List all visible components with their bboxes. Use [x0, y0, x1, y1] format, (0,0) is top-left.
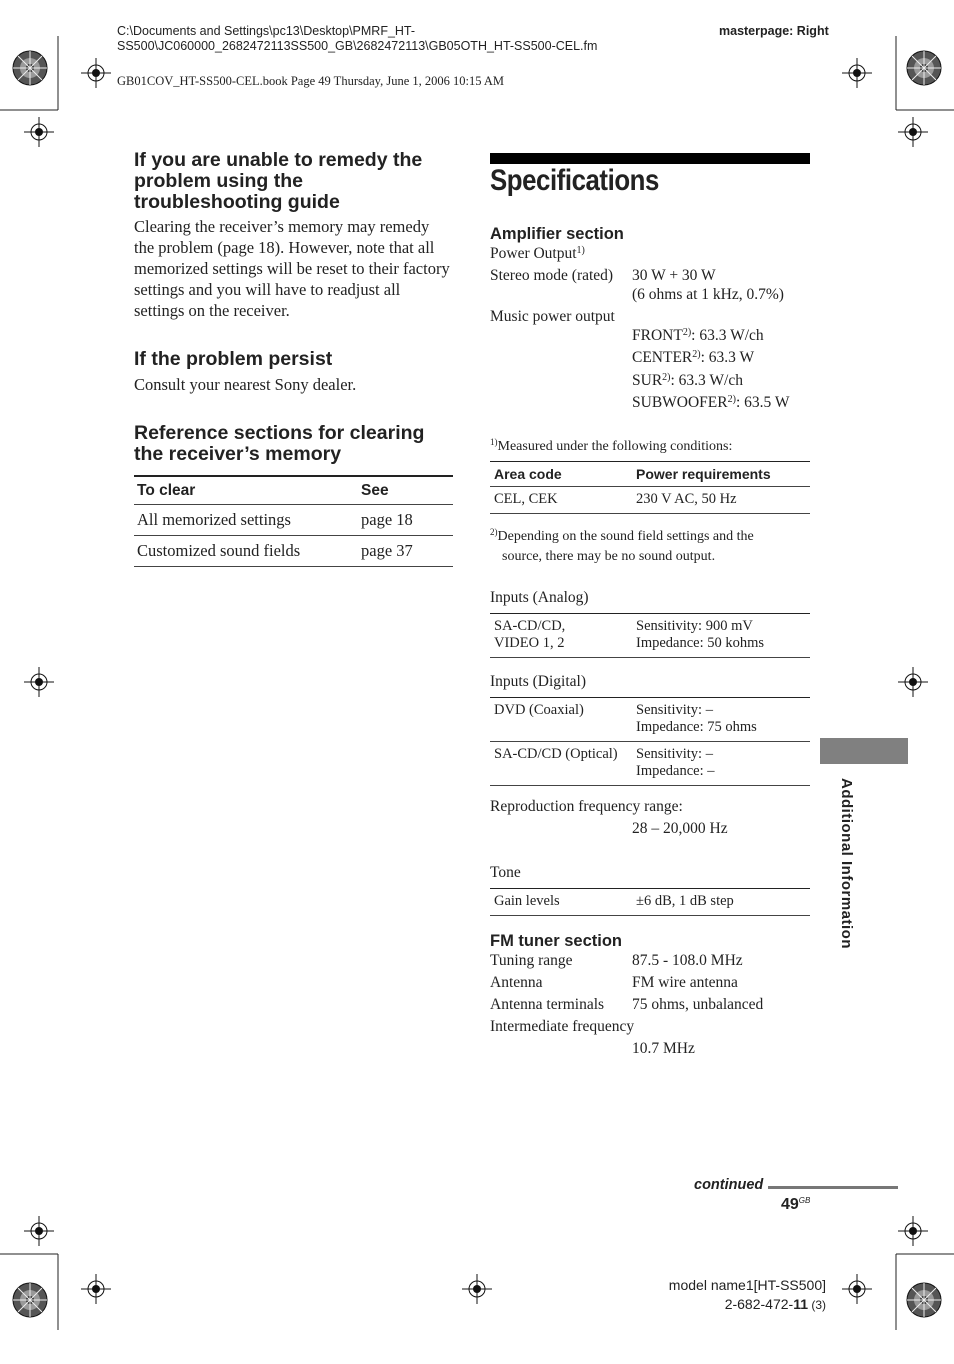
repro-value: 28 – 20,000 Hz — [632, 820, 728, 837]
registration-mark-icon — [842, 1274, 872, 1304]
masterpage-label: masterpage: Right — [719, 24, 829, 38]
cell-line: Sensitivity: 900 mV — [636, 618, 753, 634]
fm-row-value: FM wire antenna — [632, 974, 738, 991]
file-path-line1: C:\Documents and Settings\pc13\Desktop\PMRF_HT- — [117, 24, 416, 38]
registration-mark-icon — [898, 117, 928, 147]
fm-row-label: Antenna — [490, 974, 543, 991]
amplifier-heading: Amplifier section — [490, 225, 624, 243]
table-cell: Gain levels — [490, 889, 632, 916]
color-target-icon — [904, 1280, 944, 1320]
table-cell: page 18 — [358, 505, 453, 536]
if-label: Intermediate frequency — [490, 1018, 635, 1035]
channel-value: : 63.5 W — [735, 394, 790, 411]
channel-value: : 63.3 W/ch — [691, 327, 764, 344]
troubleshoot-text: Clearing the receiver’s memory may remedy the problem (page 18). However, note that all memorized settings will be reset to their factory settings and you will have to readjust all settings on the receiver. — [134, 217, 450, 320]
channel-value: : 63.3 W/ch — [670, 372, 743, 389]
music-power-label: Music power output — [490, 308, 615, 325]
part-code-bold: 11 — [793, 1296, 808, 1312]
footnote-ref: 2) — [682, 327, 692, 338]
registration-mark-icon — [24, 667, 54, 697]
footnote-mark: 2) — [490, 527, 498, 537]
footnote-ref: 2) — [662, 372, 671, 383]
table-cell: Customized sound fields — [134, 536, 358, 567]
stereo-value-detail: (6 ohms at 1 kHz, 0.7%) — [632, 286, 784, 303]
registration-mark-icon — [24, 117, 54, 147]
persist-text: Consult your nearest Sony dealer. — [134, 375, 357, 394]
stereo-value: 30 W + 30 W — [632, 267, 716, 284]
if-value: 10.7 MHz — [632, 1040, 695, 1057]
channel-name: SUBWOOFER — [632, 394, 728, 411]
fm-heading: FM tuner section — [490, 932, 623, 950]
model-name: model name1[HT-SS500] — [668, 1277, 826, 1293]
cell-line: Sensitivity: – — [636, 702, 713, 718]
registration-mark-icon — [81, 1274, 111, 1304]
stereo-label: Stereo mode (rated) — [490, 267, 614, 284]
channel-name: CENTER — [632, 349, 693, 366]
page-suffix: GB — [798, 1196, 811, 1205]
footnote-mark: 1) — [490, 437, 498, 447]
cell-line: Impedance: 75 ohms — [636, 719, 757, 735]
table-cell: CEL, CEK — [490, 487, 632, 514]
channel-name: FRONT — [632, 327, 683, 344]
color-target-icon — [10, 48, 50, 88]
table-header-to-clear: To clear — [134, 476, 358, 505]
cell-line: Impedance: – — [636, 763, 715, 779]
footnote-2-line2: source, there may be no sound output. — [502, 549, 716, 564]
fm-row-label: Tuning range — [490, 952, 573, 969]
channel-name: SUR — [632, 372, 663, 389]
table-cell: DVD (Coaxial) — [490, 698, 632, 742]
table-cell: 230 V AC, 50 Hz — [632, 487, 810, 514]
registration-mark-icon — [24, 1216, 54, 1246]
cell-line: VIDEO 1, 2 — [494, 635, 565, 651]
cell-line: Sensitivity: – — [636, 746, 713, 762]
registration-mark-icon — [898, 1216, 928, 1246]
registration-mark-icon — [898, 667, 928, 697]
fm-row-value: 87.5 - 108.0 MHz — [632, 952, 743, 969]
color-target-icon — [904, 48, 944, 88]
registration-mark-icon — [81, 58, 111, 88]
footnote-ref: 2) — [727, 394, 736, 405]
cell-line: Impedance: 50 kohms — [636, 635, 765, 651]
inputs-analog-label: Inputs (Analog) — [490, 589, 589, 606]
file-path-line2: SS500\JC060000_2682472113SS500_GB\2682472113\GB05OTH_HT-SS500-CEL.fm — [117, 39, 598, 53]
repro-label: Reproduction frequency range: — [490, 798, 683, 815]
section-tab-label: Additional Information — [838, 778, 855, 949]
troubleshoot-heading: If you are unable to remedy the problem using the troubleshooting guide — [134, 149, 423, 213]
registration-mark-icon — [462, 1274, 492, 1304]
inputs-digital-label: Inputs (Digital) — [490, 673, 586, 690]
footnote-ref: 2) — [692, 349, 701, 360]
table-header-see: See — [358, 476, 453, 505]
persist-heading: If the problem persist — [134, 348, 333, 370]
continued-label: continued — [694, 1177, 764, 1193]
tone-label: Tone — [490, 864, 521, 881]
table-cell: All memorized settings — [134, 505, 358, 536]
footnote-text: Depending on the sound field settings and the — [497, 529, 754, 544]
table-cell: page 37 — [358, 536, 453, 567]
part-code-suffix: (3) — [808, 1298, 826, 1312]
book-info: GB01COV_HT-SS500-CEL.book Page 49 Thursday, June 1, 2006 10:15 AM — [117, 74, 505, 88]
cell-line: SA-CD/CD, — [494, 618, 566, 634]
color-target-icon — [10, 1280, 50, 1320]
footnote-text: Measured under the following conditions: — [497, 439, 733, 454]
page-title: Specifications — [490, 164, 659, 197]
part-code-prefix: 2-682-472- — [724, 1296, 794, 1312]
table-cell: ±6 dB, 1 dB step — [632, 889, 810, 916]
reference-heading: Reference sections for clearing the receiver’s memory — [134, 422, 425, 465]
registration-mark-icon — [842, 58, 872, 88]
table-cell: SA-CD/CD (Optical) — [490, 742, 632, 786]
power-output-text: Power Output — [490, 245, 577, 262]
page-number-value: 49 — [781, 1196, 799, 1213]
fm-row-label: Antenna terminals — [490, 996, 605, 1013]
table-header-area-code: Area code — [490, 462, 632, 487]
channel-value: : 63.3 W — [700, 349, 755, 366]
fm-row-value: 75 ohms, unbalanced — [632, 996, 764, 1013]
footnote-ref: 1) — [576, 245, 585, 256]
table-header-power-req: Power requirements — [632, 462, 810, 487]
